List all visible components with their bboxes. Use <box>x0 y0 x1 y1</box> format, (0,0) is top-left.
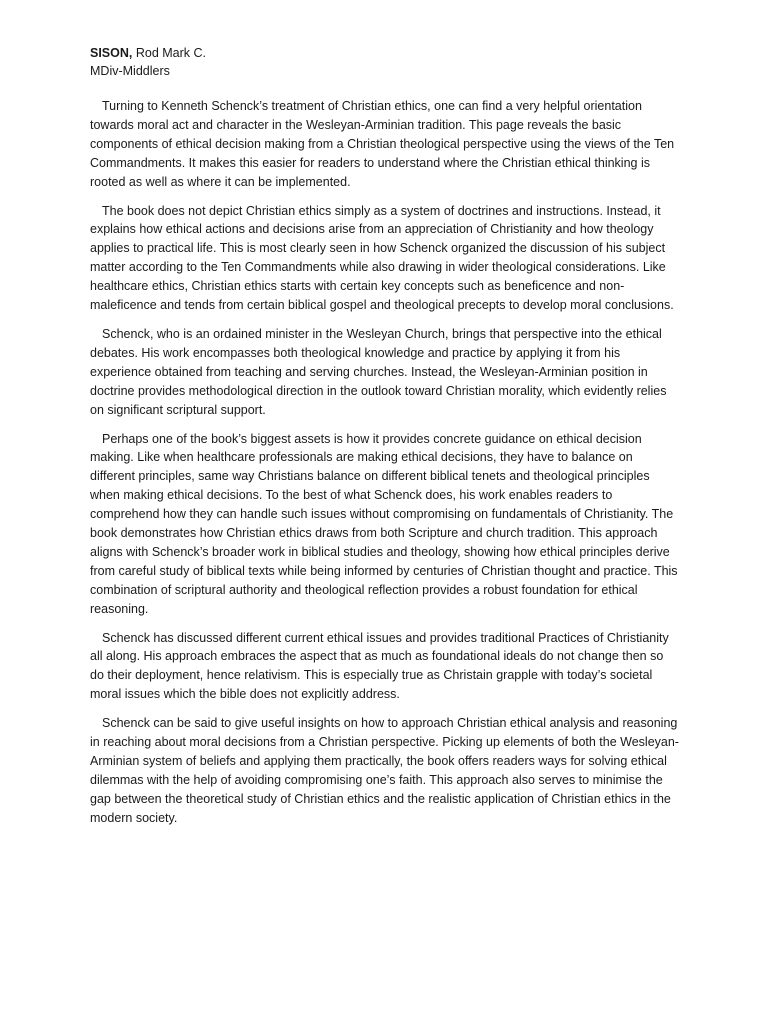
program-line: MDiv-Middlers <box>90 64 170 78</box>
paragraph-4: Perhaps one of the book’s biggest assets is how it provides concrete guidance on ethical decision making. Like when healthcare professionals are making ethical decisions, they have to balance on different principles, same way Christians balance on different biblical tenets and theological principles when making ethical decisions. To the best of what Schenck does, his work enables readers to comprehend how they can handle such issues without compromising on fundamentals of Christianity. The book demonstrates how Christian ethics draws from both Scripture and church tradition. This approach aligns with Schenck’s broader work in biblical studies and theology, showing how ethical principles derive from careful study of biblical texts while being informed by centuries of Christian thought and practice. This combination of scriptural authority and theological reflection provides a robust foundation for ethical reasoning. <box>90 431 678 616</box>
document-body <box>90 97 680 828</box>
paragraph-5: Schenck has discussed different current ethical issues and provides traditional Practices of Christianity all along. His approach embraces the aspect that as much as foundational ideals do not change then so do their deployment, hence relativism. This is especially true as Christain grapple with today’s societal moral issues which the bible does not explicitly address. <box>90 630 669 702</box>
author-line <box>90 44 680 62</box>
author-surname: SISON, <box>90 46 133 60</box>
author-given-name: Rod Mark C. <box>132 46 207 60</box>
document-page <box>90 44 680 838</box>
paragraph-6: Schenck can be said to give useful insights on how to approach Christian ethical analysis and reasoning in reaching about moral decisions from a Christian perspective. Picking up elements of both the Wesleyan-Arminian system of beliefs and applying them practically, the book offers readers ways for solving ethical dilemmas with the help of avoiding compromising one’s faith. This approach also serves to minimise the gap between the theoretical study of Christian ethics and the realistic application of Christian ethics in the modern society. <box>90 716 679 825</box>
paragraph-3: Schenck, who is an ordained minister in the Wesleyan Church, brings that perspective into the ethical debates. His work encompasses both theological knowledge and practice by applying it from his experience obtained from teaching and serving churches. Instead, the Wesleyan-Arminian position in doctrine provides methodological direction in the outlook toward Christian morality, which evidently relies on significant scriptural support. <box>90 326 667 417</box>
paragraph-2: The book does not depict Christian ethics simply as a system of doctrines and instructions. Instead, it explains how ethical actions and decisions arise from an appreciation of Christianity and how theology applies to practical life. This is most clearly seen in how Schenck organized the discussion of his subject matter according to the Ten Commandments while also drawing in wider theological considerations. Like healthcare ethics, Christian ethics starts with certain key concepts such as beneficence and non-maleficence and tends from certain biblical gospel and theological precepts to develop moral conclusions. <box>90 203 674 313</box>
paragraph-1: Turning to Kenneth Schenck’s treatment of Christian ethics, one can find a very helpful orientation towards moral act and character in the Wesleyan-Arminian tradition. This page reveals the basic components of ethical decision making from a Christian theological perspective using the views of the Ten Commandments. It makes this easier for readers to understand where the Christian ethical thinking is rooted as well as where it can be implemented. <box>90 99 675 189</box>
